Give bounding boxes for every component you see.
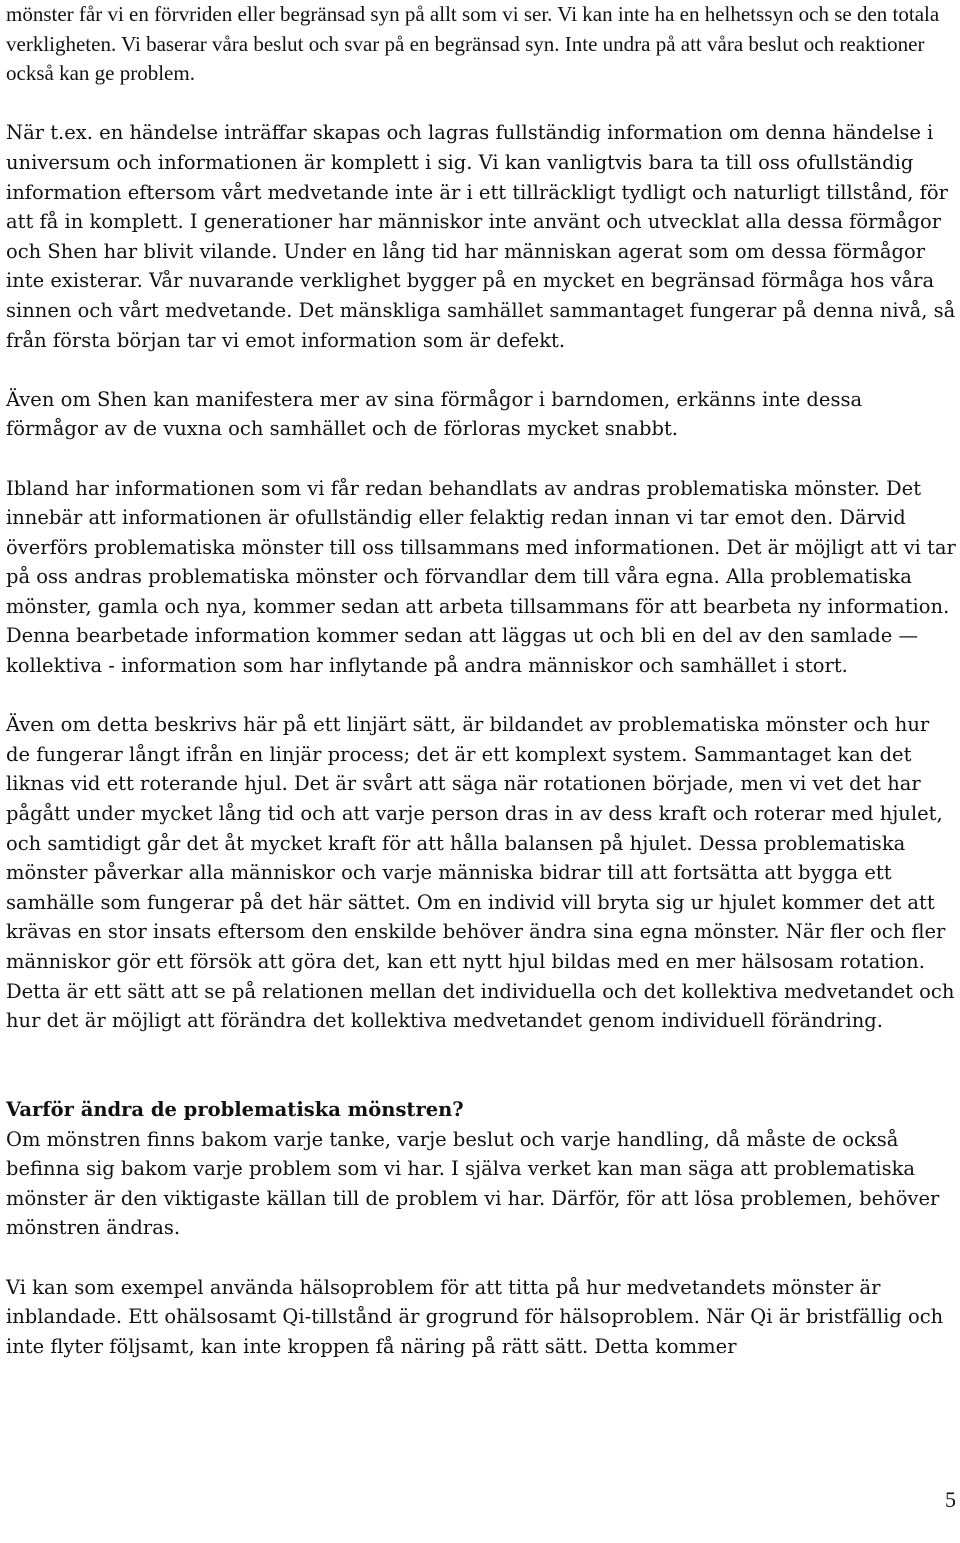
paragraph-spacer — [6, 681, 958, 711]
paragraph-spacer — [6, 444, 958, 474]
body-paragraph: Även om detta beskrivs här på ett linjärt sätt, är bildandet av problematiska mönster och hur de fungerar långt ifrån en linjär process; det är ett komplext system. Sammantaget kan det liknas vid ett roterande hjul. Det är svårt att säga när rotationen började, men vi vet det har pågått under mycket lång tid och att varje person dras in av dess kraft och roterar med hjulet, och samtidigt går det åt mycket kraft för att hålla balansen på hjulet. Dessa problematiska mönster påverkar alla människor och varje människa bidrar till att fortsätta att bygga ett samhälle som fungerar på det här sättet. Om en individ vill bryta sig ur hjulet kommer det att krävas en stor insats eftersom den enskilde behöver ändra sina egna mönster. När fler och fler människor gör ett försök att göra det, kan ett nytt hjul bildas med en mer hälsosam rotation. Detta är ett sätt att se på relationen mellan det individuella och det kollektiva medvetandet och hur det är möjligt att förändra det kollektiva medvetandet genom individuell förändring. — [6, 713, 955, 1033]
body-paragraph: När t.ex. en händelse inträffar skapas och lagras fullständig information om denna händelse i universum och informationen är komplett i sig. Vi kan vanligtvis bara ta till oss ofullständig information eftersom vårt medvetande inte är i ett tillräckligt tydligt och naturligt tillstånd, för att få in komplett. I generationer har människor inte använt och utvecklat alla dessa förmågor och Shen har blivit vilande. Under en lång tid har människan agerat som om dessa förmågor inte existerar. Vår nuvarande verklighet bygger på en mycket en begränsad förmåga hos våra sinnen och vårt medvetande. Det mänskliga samhället sammantaget fungerar på denna nivå, så från första början tar vi emot information som är defekt. — [6, 121, 956, 352]
paragraph-spacer — [6, 355, 958, 385]
body-paragraph: Vi kan som exempel använda hälsoproblem för att titta på hur medvetandets mönster är inblandade. Ett ohälsosamt Qi-tillstånd är grogrund för hälsoproblem. När Qi är bristfällig och inte flyter följsamt, kan inte kroppen få näring på rätt sätt. Detta kommer — [6, 1275, 944, 1358]
section-spacer — [6, 1036, 958, 1095]
body-paragraph: Ibland har informationen som vi får redan behandlats av andras problematiska mönster. Det innebär att informationen är ofullständig eller felaktig redan innan vi tar emot den. Därvid överförs problematiska mönster till oss tillsammans med informationen. Det är möjligt att vi tar på oss andras problematiska mönster och förvandlar dem till våra egna. Alla problematiska mönster, gamla och nya, kommer sedan att arbeta tillsammans för att bearbeta ny information. Denna bearbetade information kommer sedan att läggas ut och bli en del av den samlade — kollektiva - information som har inflytande på andra människor och samhället i stort. — [6, 476, 956, 678]
paragraph-spacer — [6, 1243, 958, 1273]
page-number: 5 — [945, 1487, 956, 1512]
document-page — [6, 0, 958, 1361]
section-heading: Varför ändra de problematiska mönstren? — [6, 1097, 464, 1121]
body-paragraph: Om mönstren finns bakom varje tanke, varje beslut och varje handling, då måste de också befinna sig bakom varje problem som vi har. I själva verket kan man säga att problematiska mönster är den viktigaste källan till de problem vi har. Därför, för att lösa problemen, behöver mönstren ändras. — [6, 1127, 940, 1240]
paragraph-spacer — [6, 89, 958, 119]
body-paragraph: Även om Shen kan manifestera mer av sina förmågor i barndomen, erkänns inte dessa förmågor av de vuxna och samhället och de förloras mycket snabbt. — [6, 387, 863, 441]
body-paragraph: mönster får vi en förvriden eller begränsad syn på allt som vi ser. Vi kan inte ha en helhetssyn och se den totala verkligheten. Vi baserar våra beslut och svar på en begränsad syn. Inte undra på att våra beslut och reaktioner också kan ge problem. — [6, 2, 940, 86]
